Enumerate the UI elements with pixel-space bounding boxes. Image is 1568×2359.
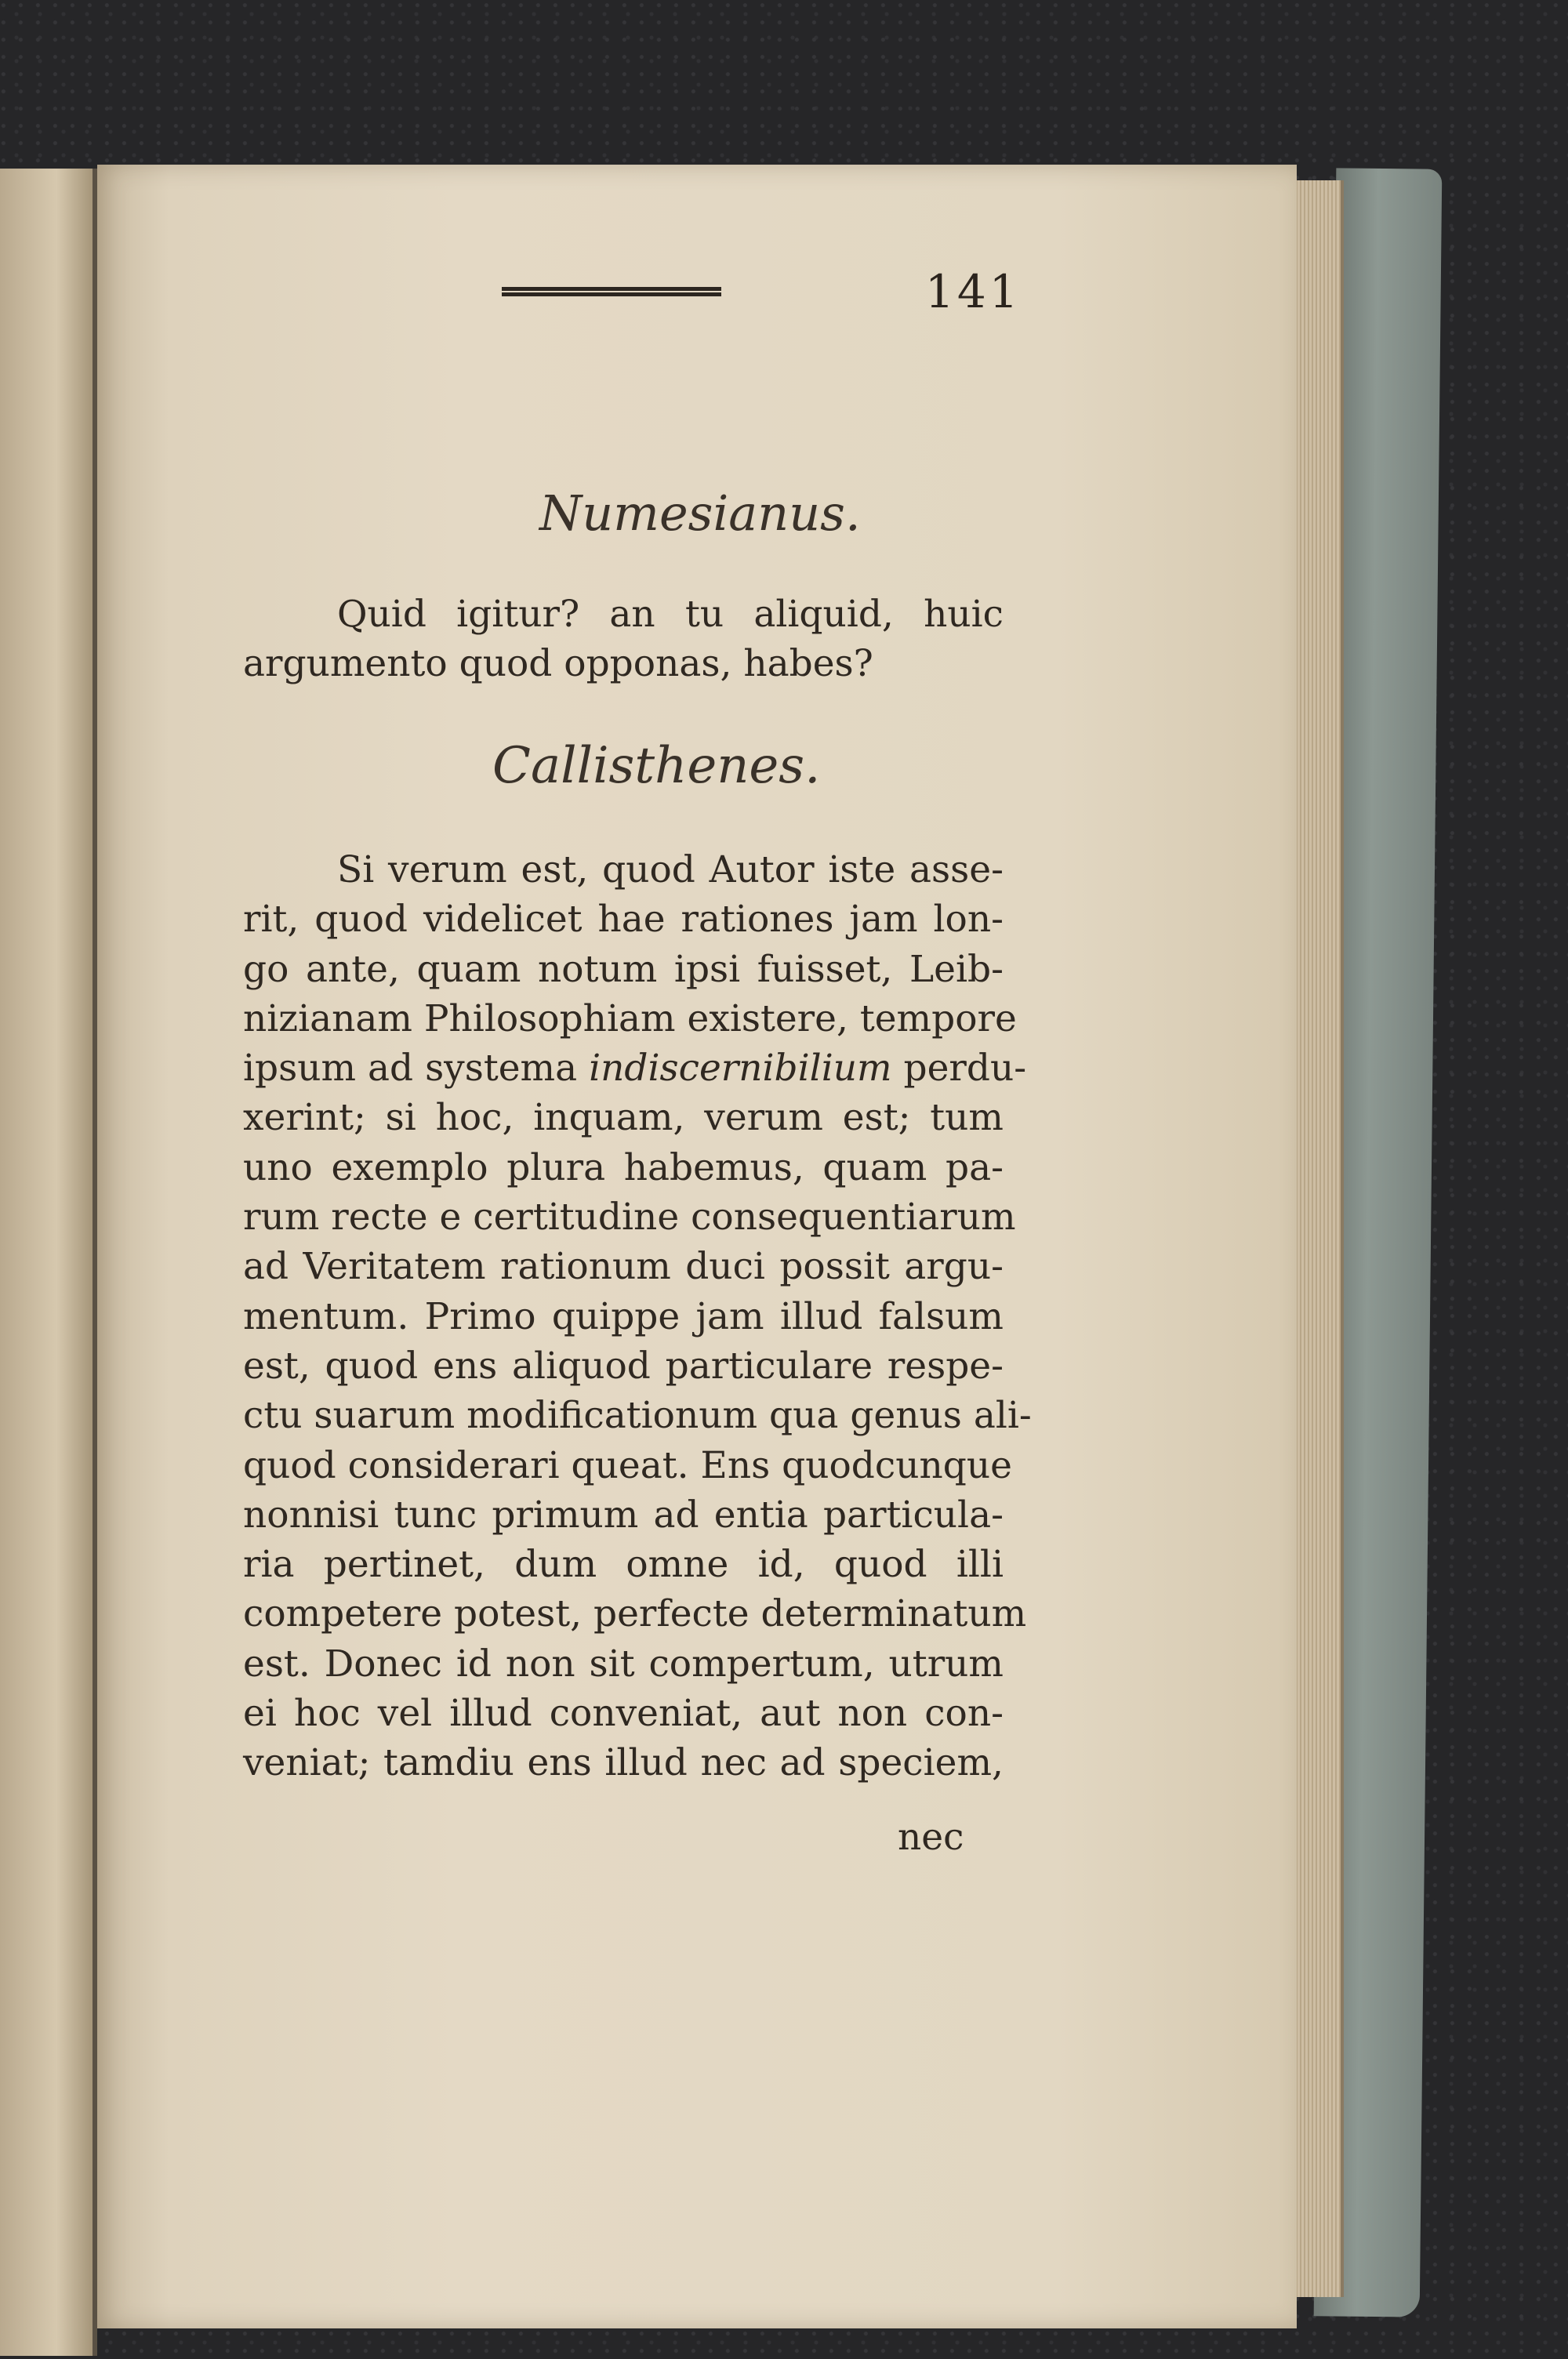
speaker-heading: Numesianus. <box>539 485 861 542</box>
text-line: argumento quod opponas, habes? <box>243 642 873 686</box>
page-number: 141 <box>925 265 1022 318</box>
text-line: est, quod ens aliquod particulare respe- <box>243 1344 1004 1388</box>
text-line: veniat; tamdiu ens illud nec ad speciem, <box>243 1741 1004 1785</box>
text-line: mentum. Primo quippe jam illud falsum <box>243 1294 1004 1338</box>
speech-paragraph <box>243 590 1004 689</box>
text-line: go ante, quam notum ipsi fuisset, Leib- <box>243 947 1004 991</box>
speech-paragraph <box>243 845 1032 1788</box>
catchword: nec <box>898 1816 964 1859</box>
text-line: est. Donec id non sit compertum, utrum <box>243 1642 1004 1686</box>
text-line: competere potest, perfecte determinatum <box>243 1592 1027 1636</box>
text-line: xerint; si hoc, inquam, verum est; tum <box>243 1096 1004 1140</box>
text-line: uno exemplo plura habemus, quam pa- <box>243 1145 1004 1189</box>
left-page-sliver <box>0 169 94 2356</box>
text-line: nizianam Philosophiam existere, tempore <box>243 996 1017 1040</box>
text-fragment: perdu- <box>903 1047 1027 1091</box>
text-line: ei hoc vel illud conveniat, aut non con- <box>243 1692 1004 1736</box>
text-line: nonnisi tunc primum ad entia particula- <box>243 1493 1004 1537</box>
text-line: Si verum est, quod Autor iste asse- <box>337 848 1004 891</box>
italic-term: indiscernibilium <box>589 1047 892 1091</box>
text-line: ad Veritatem rationum duci possit argu- <box>243 1245 1004 1289</box>
speaker-heading: Callisthenes. <box>492 737 821 795</box>
text-line: Quid igitur? an tu aliquid, huic <box>337 593 1004 636</box>
text-line: ctu suarum modificationum qua genus ali- <box>243 1394 1032 1438</box>
text-line: rit, quod videlicet hae rationes jam lon- <box>243 898 1004 942</box>
text-line: quod considerari queat. Ens quodcunque <box>243 1443 1012 1487</box>
text-line-with-italic <box>243 1043 1027 1093</box>
header-rule <box>502 287 721 296</box>
text-line: rum recte e certitudine consequentiarum <box>243 1196 1016 1239</box>
text-fragment: ipsum ad systema <box>243 1047 578 1091</box>
text-line: ria pertinet, dum omne id, quod illi <box>243 1543 1004 1587</box>
